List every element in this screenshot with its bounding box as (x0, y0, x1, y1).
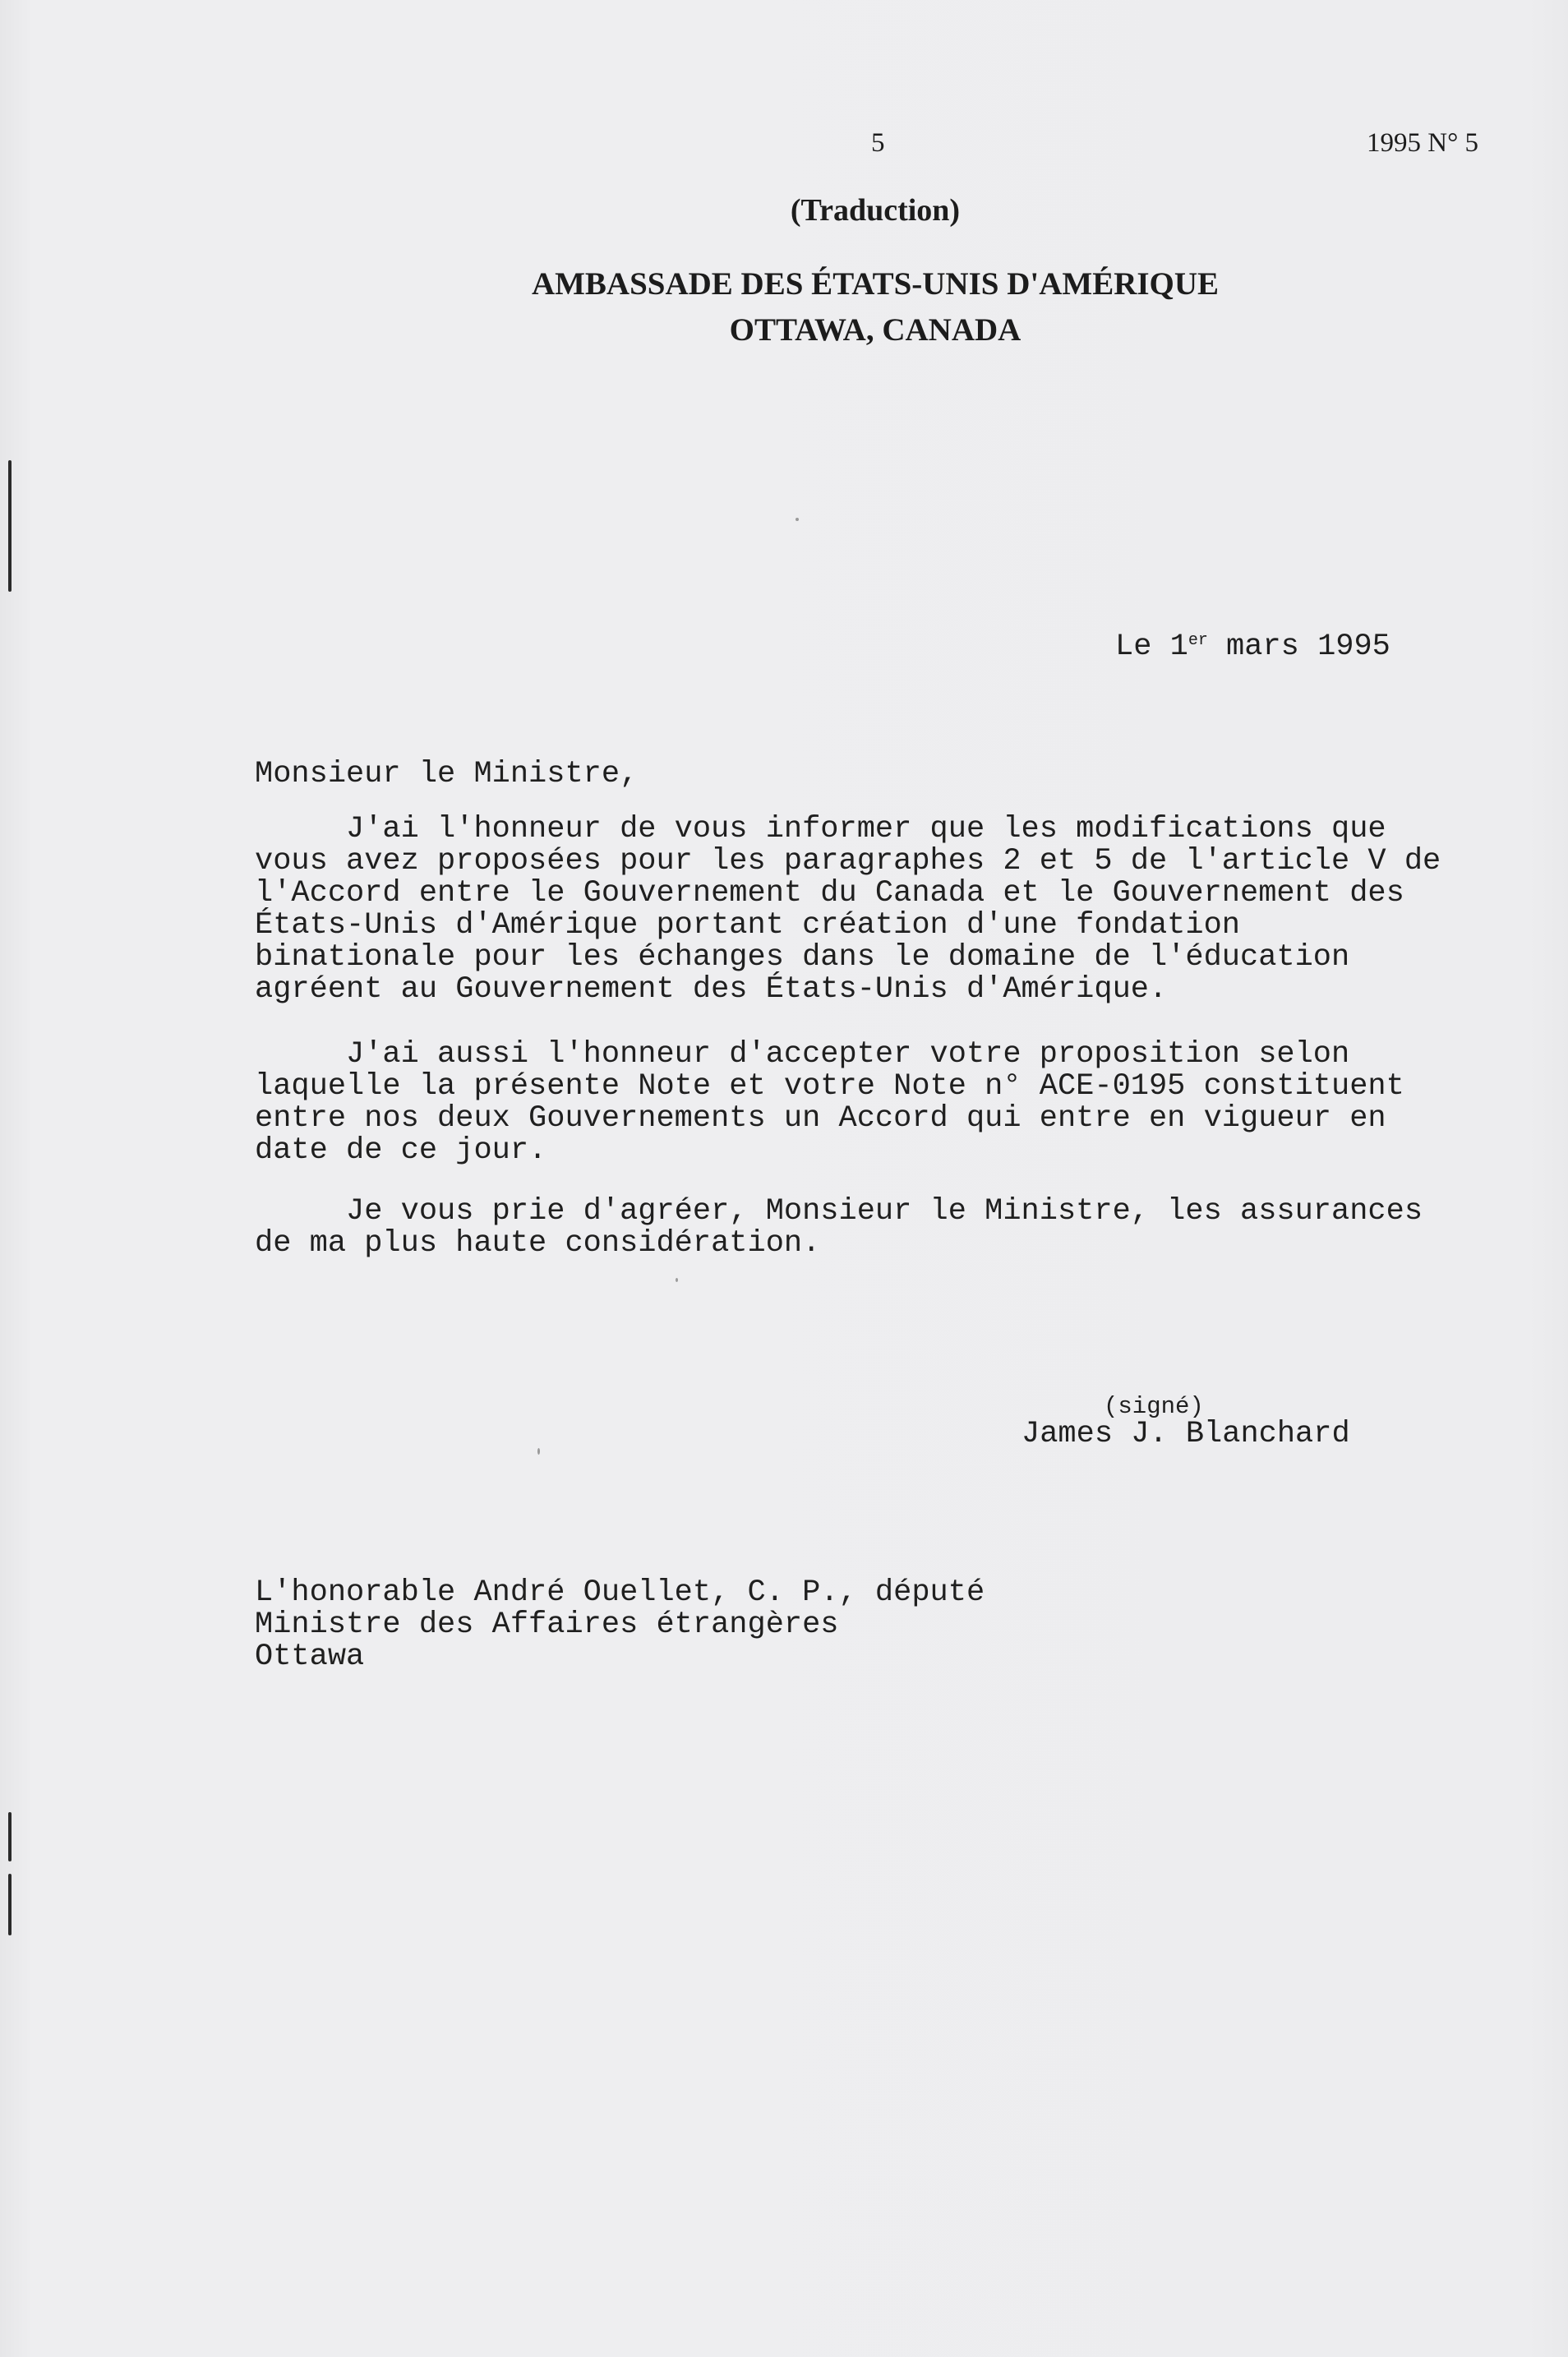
body-paragraph-2: J'ai aussi l'honneur d'accepter votre proposition selon laquelle la présente Note et votre Note n° ACE-0195 constituent entre nos deux Gouvernements un Accord qui entre en vigueur en date de ce jour. (255, 1037, 1404, 1168)
letter-date (1115, 625, 1390, 663)
paper-speck (796, 518, 799, 521)
binding-staple-mark (8, 1874, 12, 1935)
embassy-heading (0, 261, 1568, 353)
translation-note: (Traduction) (790, 193, 961, 228)
binding-staple-mark (8, 460, 12, 592)
paper-speck (676, 1278, 678, 1282)
addressee-block: L'honorable André Ouellet, C. P., député Ministre des Affaires étrangères Ottawa (255, 1575, 985, 1674)
date-day: Le 1 (1115, 630, 1188, 664)
binding-staple-mark (8, 1812, 12, 1861)
signed-label: (signé) (1104, 1393, 1204, 1420)
page-number: 5 (871, 128, 885, 158)
body-paragraph-3: Je vous prie d'agréer, Monsieur le Ministre, les assurances de ma plus haute considération. (255, 1194, 1423, 1261)
salutation: Monsieur le Ministre, (255, 757, 639, 791)
body-paragraph-1: J'ai l'honneur de vous informer que les modifications que vous avez proposées pour les paragraphes 2 et 5 de l'article V de l'Accord entre le Gouvernement du Canada et le Gouvernement des États-Unis d'Amérique portant création d'une fondation binationale pour les échanges dans le domaine de l'éducation agréent au Gouvernement des États-Unis d'Amérique. (255, 812, 1441, 1007)
journal-reference: 1995 N° 5 (1367, 128, 1479, 158)
date-superscript: er (1188, 631, 1208, 650)
signatory-name: James J. Blanchard (1022, 1417, 1350, 1451)
embassy-location: OTTAWA, CANADA (729, 312, 1022, 348)
embassy-name: AMBASSADE DES ÉTATS-UNIS D'AMÉRIQUE (531, 266, 1220, 302)
date-month-year: mars 1995 (1207, 630, 1390, 664)
paper-speck (537, 1448, 540, 1455)
